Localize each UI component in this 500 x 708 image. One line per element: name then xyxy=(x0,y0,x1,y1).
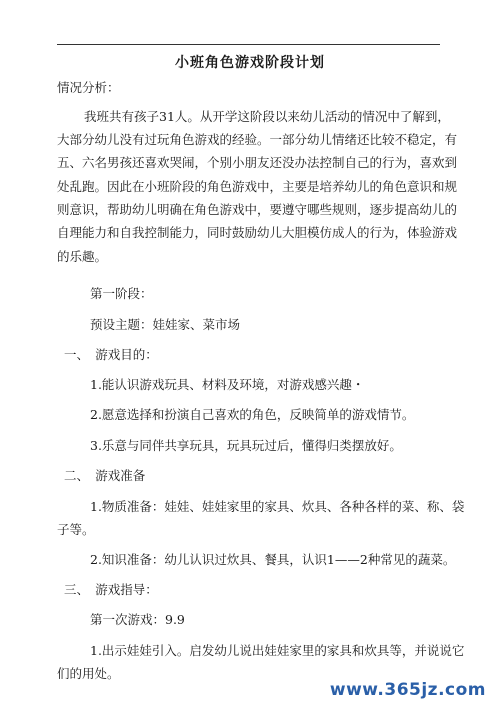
paragraph-line: 的乐趣。 xyxy=(57,249,108,264)
section-heading: 三、 游戏指导： xyxy=(64,582,158,597)
page-title: 小班角色游戏阶段计划 xyxy=(175,55,325,71)
list-item: 1.物质准备：娃娃、娃娃家里的家具、炊具、各种各样的菜、称、袋 xyxy=(90,499,465,514)
stage-heading: 第一阶段： xyxy=(90,286,153,301)
header-rule xyxy=(57,44,440,45)
list-item: 子等。 xyxy=(57,522,95,537)
list-item: 2.知识准备：幼儿认识过炊具、餐具，认识1——2种常见的蔬菜。 xyxy=(90,552,456,567)
paragraph-line: 自理能力和自我控制能力，同时鼓励幼儿大胆模仿成人的行为，体验游戏 xyxy=(57,225,458,240)
section-heading: 一、 游戏目的： xyxy=(64,347,158,362)
list-item: 们的用处。 xyxy=(57,666,120,681)
session-heading: 第一次游戏：9.9 xyxy=(90,612,185,627)
watermark: www.365jz.com xyxy=(329,680,486,700)
paragraph-line: 处乱跑。因此在小班阶段的角色游戏中，主要是培养幼儿的角色意识和规 xyxy=(57,179,458,194)
list-item: 1.能认识游戏玩具、材料及环境，对游戏感兴趣・ xyxy=(90,377,365,392)
paragraph-line: 则意识，帮助幼儿明确在角色游戏中，要遵守哪些规则，逐步提高幼儿的 xyxy=(57,202,458,217)
paragraph-line: 大部分幼儿没有过玩角色游戏的经验。一部分幼儿情绪还比较不稳定，有 xyxy=(57,132,458,147)
section-heading: 情况分析： xyxy=(57,80,120,95)
theme-line: 预设主题：娃娃家、菜市场 xyxy=(90,317,241,332)
list-item: 3.乐意与同伴共享玩具，玩具玩过后，懂得归类摆放好。 xyxy=(90,438,402,453)
list-item: 1.出示娃娃引入。启发幼儿说出娃娃家里的家具和炊具等，并说说它 xyxy=(90,643,465,658)
paragraph-line: 五、六名男孩还喜欢哭闹，个别小朋友还没办法控制自己的行为，喜欢到 xyxy=(57,155,458,170)
list-item: 2.愿意选择和扮演自己喜欢的角色，反映简单的游戏情节。 xyxy=(90,407,415,422)
section-heading: 二、 游戏准备 xyxy=(64,468,146,483)
paragraph-line: 我班共有孩子31人。从开学这阶段以来幼儿活动的情况中了解到， xyxy=(84,109,450,124)
